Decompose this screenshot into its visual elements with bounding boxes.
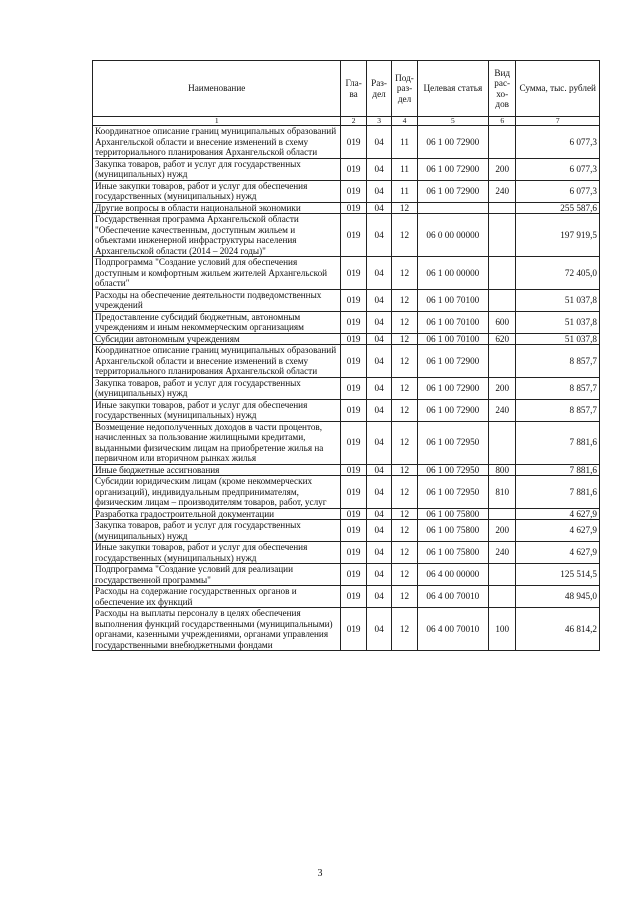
cell-subsection: 12 bbox=[392, 586, 417, 608]
cell-chapter: 019 bbox=[341, 311, 366, 333]
cell-name: Координатное описание границ муниципальных образований Архангельской области и внесение изменений в схему территориального планирования Архангельской области bbox=[93, 126, 341, 159]
table-row bbox=[93, 377, 600, 399]
cell-section: 04 bbox=[366, 564, 391, 586]
cell-subsection: 12 bbox=[392, 399, 417, 421]
col-number: 7 bbox=[516, 117, 600, 126]
cell-subsection: 12 bbox=[392, 508, 417, 520]
cell-name: Предоставление субсидий бюджетным, автономным учреждениям и иным некоммерческим организациям bbox=[93, 311, 341, 333]
cell-target: 06 1 00 70100 bbox=[417, 289, 488, 311]
cell-subsection: 12 bbox=[392, 333, 417, 345]
cell-subsection: 12 bbox=[392, 311, 417, 333]
cell-expense-type bbox=[488, 564, 515, 586]
cell-section: 04 bbox=[366, 311, 391, 333]
cell-subsection: 11 bbox=[392, 158, 417, 180]
cell-name: Закупка товаров, работ и услуг для государственных (муниципальных) нужд bbox=[93, 377, 341, 399]
cell-subsection: 12 bbox=[392, 257, 417, 290]
cell-chapter: 019 bbox=[341, 158, 366, 180]
cell-chapter: 019 bbox=[341, 476, 366, 509]
cell-chapter: 019 bbox=[341, 520, 366, 542]
cell-target: 06 1 00 72900 bbox=[417, 158, 488, 180]
cell-sum: 8 857,7 bbox=[516, 399, 600, 421]
cell-subsection: 12 bbox=[392, 564, 417, 586]
cell-target: 06 1 00 75800 bbox=[417, 520, 488, 542]
table-row bbox=[93, 508, 600, 520]
cell-section: 04 bbox=[366, 421, 391, 464]
cell-expense-type bbox=[488, 214, 515, 257]
table-row bbox=[93, 214, 600, 257]
cell-sum: 48 945,0 bbox=[516, 586, 600, 608]
col-header-sum: Сумма, тыс. рублей bbox=[516, 61, 600, 117]
cell-name: Координатное описание границ муниципальных образований Архангельской области и внесение изменений в схему территориального планирования Архангельской области bbox=[93, 345, 341, 378]
cell-target: 06 1 00 00000 bbox=[417, 257, 488, 290]
cell-expense-type: 200 bbox=[488, 520, 515, 542]
cell-section: 04 bbox=[366, 333, 391, 345]
cell-chapter: 019 bbox=[341, 289, 366, 311]
col-header-expense-type: Вид рас-хо-дов bbox=[488, 61, 515, 117]
cell-target: 06 0 00 00000 bbox=[417, 214, 488, 257]
cell-name: Иные закупки товаров, работ и услуг для обеспечения государственных (муниципальных) нужд bbox=[93, 180, 341, 202]
cell-expense-type: 240 bbox=[488, 542, 515, 564]
cell-name: Иные закупки товаров, работ и услуг для обеспечения государственных (муниципальных) нужд bbox=[93, 399, 341, 421]
cell-target bbox=[417, 202, 488, 214]
cell-subsection: 12 bbox=[392, 608, 417, 651]
cell-name: Подпрограмма "Создание условий для реализации государственной программы" bbox=[93, 564, 341, 586]
cell-section: 04 bbox=[366, 476, 391, 509]
table-row bbox=[93, 257, 600, 290]
cell-name: Подпрограмма "Создание условий для обеспечения доступным и комфортным жильем жителей Архангельской области" bbox=[93, 257, 341, 290]
cell-target: 06 4 00 70010 bbox=[417, 608, 488, 651]
cell-expense-type bbox=[488, 257, 515, 290]
cell-chapter: 019 bbox=[341, 257, 366, 290]
table-row bbox=[93, 399, 600, 421]
cell-expense-type: 620 bbox=[488, 333, 515, 345]
cell-target: 06 1 00 75800 bbox=[417, 542, 488, 564]
cell-section: 04 bbox=[366, 126, 391, 159]
cell-sum: 6 077,3 bbox=[516, 180, 600, 202]
cell-sum: 7 881,6 bbox=[516, 421, 600, 464]
cell-subsection: 12 bbox=[392, 377, 417, 399]
cell-section: 04 bbox=[366, 508, 391, 520]
col-number: 1 bbox=[93, 117, 341, 126]
cell-expense-type bbox=[488, 586, 515, 608]
col-number: 6 bbox=[488, 117, 515, 126]
cell-subsection: 11 bbox=[392, 126, 417, 159]
cell-chapter: 019 bbox=[341, 399, 366, 421]
cell-sum: 51 037,8 bbox=[516, 333, 600, 345]
cell-chapter: 019 bbox=[341, 180, 366, 202]
table-row bbox=[93, 586, 600, 608]
cell-name: Возмещение недополученных доходов в части процентов, начисленных за пользование жилищными кредитами, выданными физическим лицам на приобретение жилья на первичном или вторичном рынках жилья bbox=[93, 421, 341, 464]
cell-name: Иные бюджетные ассигнования bbox=[93, 464, 341, 476]
cell-sum: 8 857,7 bbox=[516, 345, 600, 378]
cell-sum: 4 627,9 bbox=[516, 542, 600, 564]
cell-sum: 4 627,9 bbox=[516, 520, 600, 542]
cell-section: 04 bbox=[366, 345, 391, 378]
cell-target: 06 1 00 72900 bbox=[417, 180, 488, 202]
cell-target: 06 4 00 00000 bbox=[417, 564, 488, 586]
cell-name: Разработка градостроительной документации bbox=[93, 508, 341, 520]
cell-name: Государственная программа Архангельской области "Обеспечение качественным, доступным жильем и объектами инженерной инфраструктуры населения Архангельской области (2014 – 2024 годы)" bbox=[93, 214, 341, 257]
table-row bbox=[93, 202, 600, 214]
table-row bbox=[93, 542, 600, 564]
col-number: 2 bbox=[341, 117, 366, 126]
table-row bbox=[93, 289, 600, 311]
cell-section: 04 bbox=[366, 180, 391, 202]
cell-subsection: 12 bbox=[392, 542, 417, 564]
cell-sum: 72 405,0 bbox=[516, 257, 600, 290]
cell-chapter: 019 bbox=[341, 126, 366, 159]
cell-chapter: 019 bbox=[341, 345, 366, 378]
table-row bbox=[93, 464, 600, 476]
cell-name: Субсидии юридическим лицам (кроме некоммерческих организаций), индивидуальным предпринимателям, физическим лицам – производителям товаров, работ, услуг bbox=[93, 476, 341, 509]
cell-sum: 125 514,5 bbox=[516, 564, 600, 586]
header-row bbox=[93, 61, 600, 117]
cell-subsection: 12 bbox=[392, 289, 417, 311]
cell-target: 06 1 00 72900 bbox=[417, 126, 488, 159]
col-header-chapter: Гла-ва bbox=[341, 61, 366, 117]
cell-chapter: 019 bbox=[341, 542, 366, 564]
column-number-row bbox=[93, 117, 600, 126]
col-header-target: Целевая статья bbox=[417, 61, 488, 117]
cell-chapter: 019 bbox=[341, 586, 366, 608]
cell-subsection: 12 bbox=[392, 520, 417, 542]
cell-expense-type: 800 bbox=[488, 464, 515, 476]
cell-sum: 7 881,6 bbox=[516, 476, 600, 509]
cell-name: Закупка товаров, работ и услуг для государственных (муниципальных) нужд bbox=[93, 158, 341, 180]
cell-subsection: 12 bbox=[392, 214, 417, 257]
table-row bbox=[93, 476, 600, 509]
cell-expense-type bbox=[488, 202, 515, 214]
table-row bbox=[93, 520, 600, 542]
cell-expense-type: 810 bbox=[488, 476, 515, 509]
page-number: 3 bbox=[317, 868, 323, 879]
cell-name: Закупка товаров, работ и услуг для государственных (муниципальных) нужд bbox=[93, 520, 341, 542]
cell-target: 06 4 00 70010 bbox=[417, 586, 488, 608]
cell-section: 04 bbox=[366, 202, 391, 214]
table-body bbox=[93, 126, 600, 651]
cell-chapter: 019 bbox=[341, 377, 366, 399]
cell-section: 04 bbox=[366, 158, 391, 180]
cell-section: 04 bbox=[366, 586, 391, 608]
table-row bbox=[93, 345, 600, 378]
cell-name: Расходы на содержание государственных органов и обеспечение их функций bbox=[93, 586, 341, 608]
cell-name: Иные закупки товаров, работ и услуг для обеспечения государственных (муниципальных) нужд bbox=[93, 542, 341, 564]
table-row bbox=[93, 158, 600, 180]
cell-expense-type: 100 bbox=[488, 608, 515, 651]
budget-table bbox=[92, 60, 600, 651]
table-row bbox=[93, 421, 600, 464]
col-number: 5 bbox=[417, 117, 488, 126]
cell-sum: 46 814,2 bbox=[516, 608, 600, 651]
cell-expense-type: 200 bbox=[488, 377, 515, 399]
cell-chapter: 019 bbox=[341, 202, 366, 214]
cell-subsection: 12 bbox=[392, 202, 417, 214]
cell-section: 04 bbox=[366, 520, 391, 542]
cell-section: 04 bbox=[366, 377, 391, 399]
col-header-section: Раз-дел bbox=[366, 61, 391, 117]
cell-subsection: 12 bbox=[392, 476, 417, 509]
cell-sum: 8 857,7 bbox=[516, 377, 600, 399]
cell-chapter: 019 bbox=[341, 333, 366, 345]
cell-section: 04 bbox=[366, 257, 391, 290]
table-row bbox=[93, 608, 600, 651]
cell-target: 06 1 00 72950 bbox=[417, 476, 488, 509]
cell-subsection: 12 bbox=[392, 345, 417, 378]
cell-name: Субсидии автономным учреждениям bbox=[93, 333, 341, 345]
cell-subsection: 11 bbox=[392, 180, 417, 202]
cell-sum: 51 037,8 bbox=[516, 289, 600, 311]
cell-sum: 4 627,9 bbox=[516, 508, 600, 520]
cell-target: 06 1 00 75800 bbox=[417, 508, 488, 520]
cell-expense-type bbox=[488, 345, 515, 378]
cell-expense-type: 600 bbox=[488, 311, 515, 333]
col-number: 3 bbox=[366, 117, 391, 126]
cell-name: Расходы на выплаты персоналу в целях обеспечения выполнения функций государственными (муниципальными) органами, казенными учреждениями, органами управления государственными внебюджетными фондами bbox=[93, 608, 341, 651]
cell-subsection: 12 bbox=[392, 421, 417, 464]
cell-chapter: 019 bbox=[341, 421, 366, 464]
cell-expense-type bbox=[488, 508, 515, 520]
cell-sum: 255 587,6 bbox=[516, 202, 600, 214]
cell-expense-type bbox=[488, 289, 515, 311]
col-header-name: Наименование bbox=[93, 61, 341, 117]
cell-name: Расходы на обеспечение деятельности подведомственных учреждений bbox=[93, 289, 341, 311]
cell-sum: 6 077,3 bbox=[516, 158, 600, 180]
cell-section: 04 bbox=[366, 289, 391, 311]
cell-target: 06 1 00 72900 bbox=[417, 377, 488, 399]
table-row bbox=[93, 180, 600, 202]
cell-chapter: 019 bbox=[341, 214, 366, 257]
cell-expense-type bbox=[488, 126, 515, 159]
cell-name: Другие вопросы в области национальной экономики bbox=[93, 202, 341, 214]
cell-expense-type bbox=[488, 421, 515, 464]
cell-section: 04 bbox=[366, 399, 391, 421]
cell-target: 06 1 00 72950 bbox=[417, 464, 488, 476]
cell-sum: 6 077,3 bbox=[516, 126, 600, 159]
cell-expense-type: 200 bbox=[488, 158, 515, 180]
cell-sum: 197 919,5 bbox=[516, 214, 600, 257]
cell-target: 06 1 00 72900 bbox=[417, 345, 488, 378]
cell-target: 06 1 00 72900 bbox=[417, 399, 488, 421]
cell-chapter: 019 bbox=[341, 564, 366, 586]
cell-target: 06 1 00 70100 bbox=[417, 333, 488, 345]
cell-sum: 7 881,6 bbox=[516, 464, 600, 476]
cell-target: 06 1 00 72950 bbox=[417, 421, 488, 464]
cell-expense-type: 240 bbox=[488, 180, 515, 202]
table-row bbox=[93, 564, 600, 586]
table-row bbox=[93, 333, 600, 345]
cell-section: 04 bbox=[366, 542, 391, 564]
col-header-subsection: Под-раз-дел bbox=[392, 61, 417, 117]
cell-chapter: 019 bbox=[341, 608, 366, 651]
table-row bbox=[93, 311, 600, 333]
col-number: 4 bbox=[392, 117, 417, 126]
cell-target: 06 1 00 70100 bbox=[417, 311, 488, 333]
cell-expense-type: 240 bbox=[488, 399, 515, 421]
table-row bbox=[93, 126, 600, 159]
cell-chapter: 019 bbox=[341, 508, 366, 520]
cell-chapter: 019 bbox=[341, 464, 366, 476]
cell-section: 04 bbox=[366, 464, 391, 476]
cell-sum: 51 037,8 bbox=[516, 311, 600, 333]
cell-section: 04 bbox=[366, 608, 391, 651]
cell-section: 04 bbox=[366, 214, 391, 257]
cell-subsection: 12 bbox=[392, 464, 417, 476]
